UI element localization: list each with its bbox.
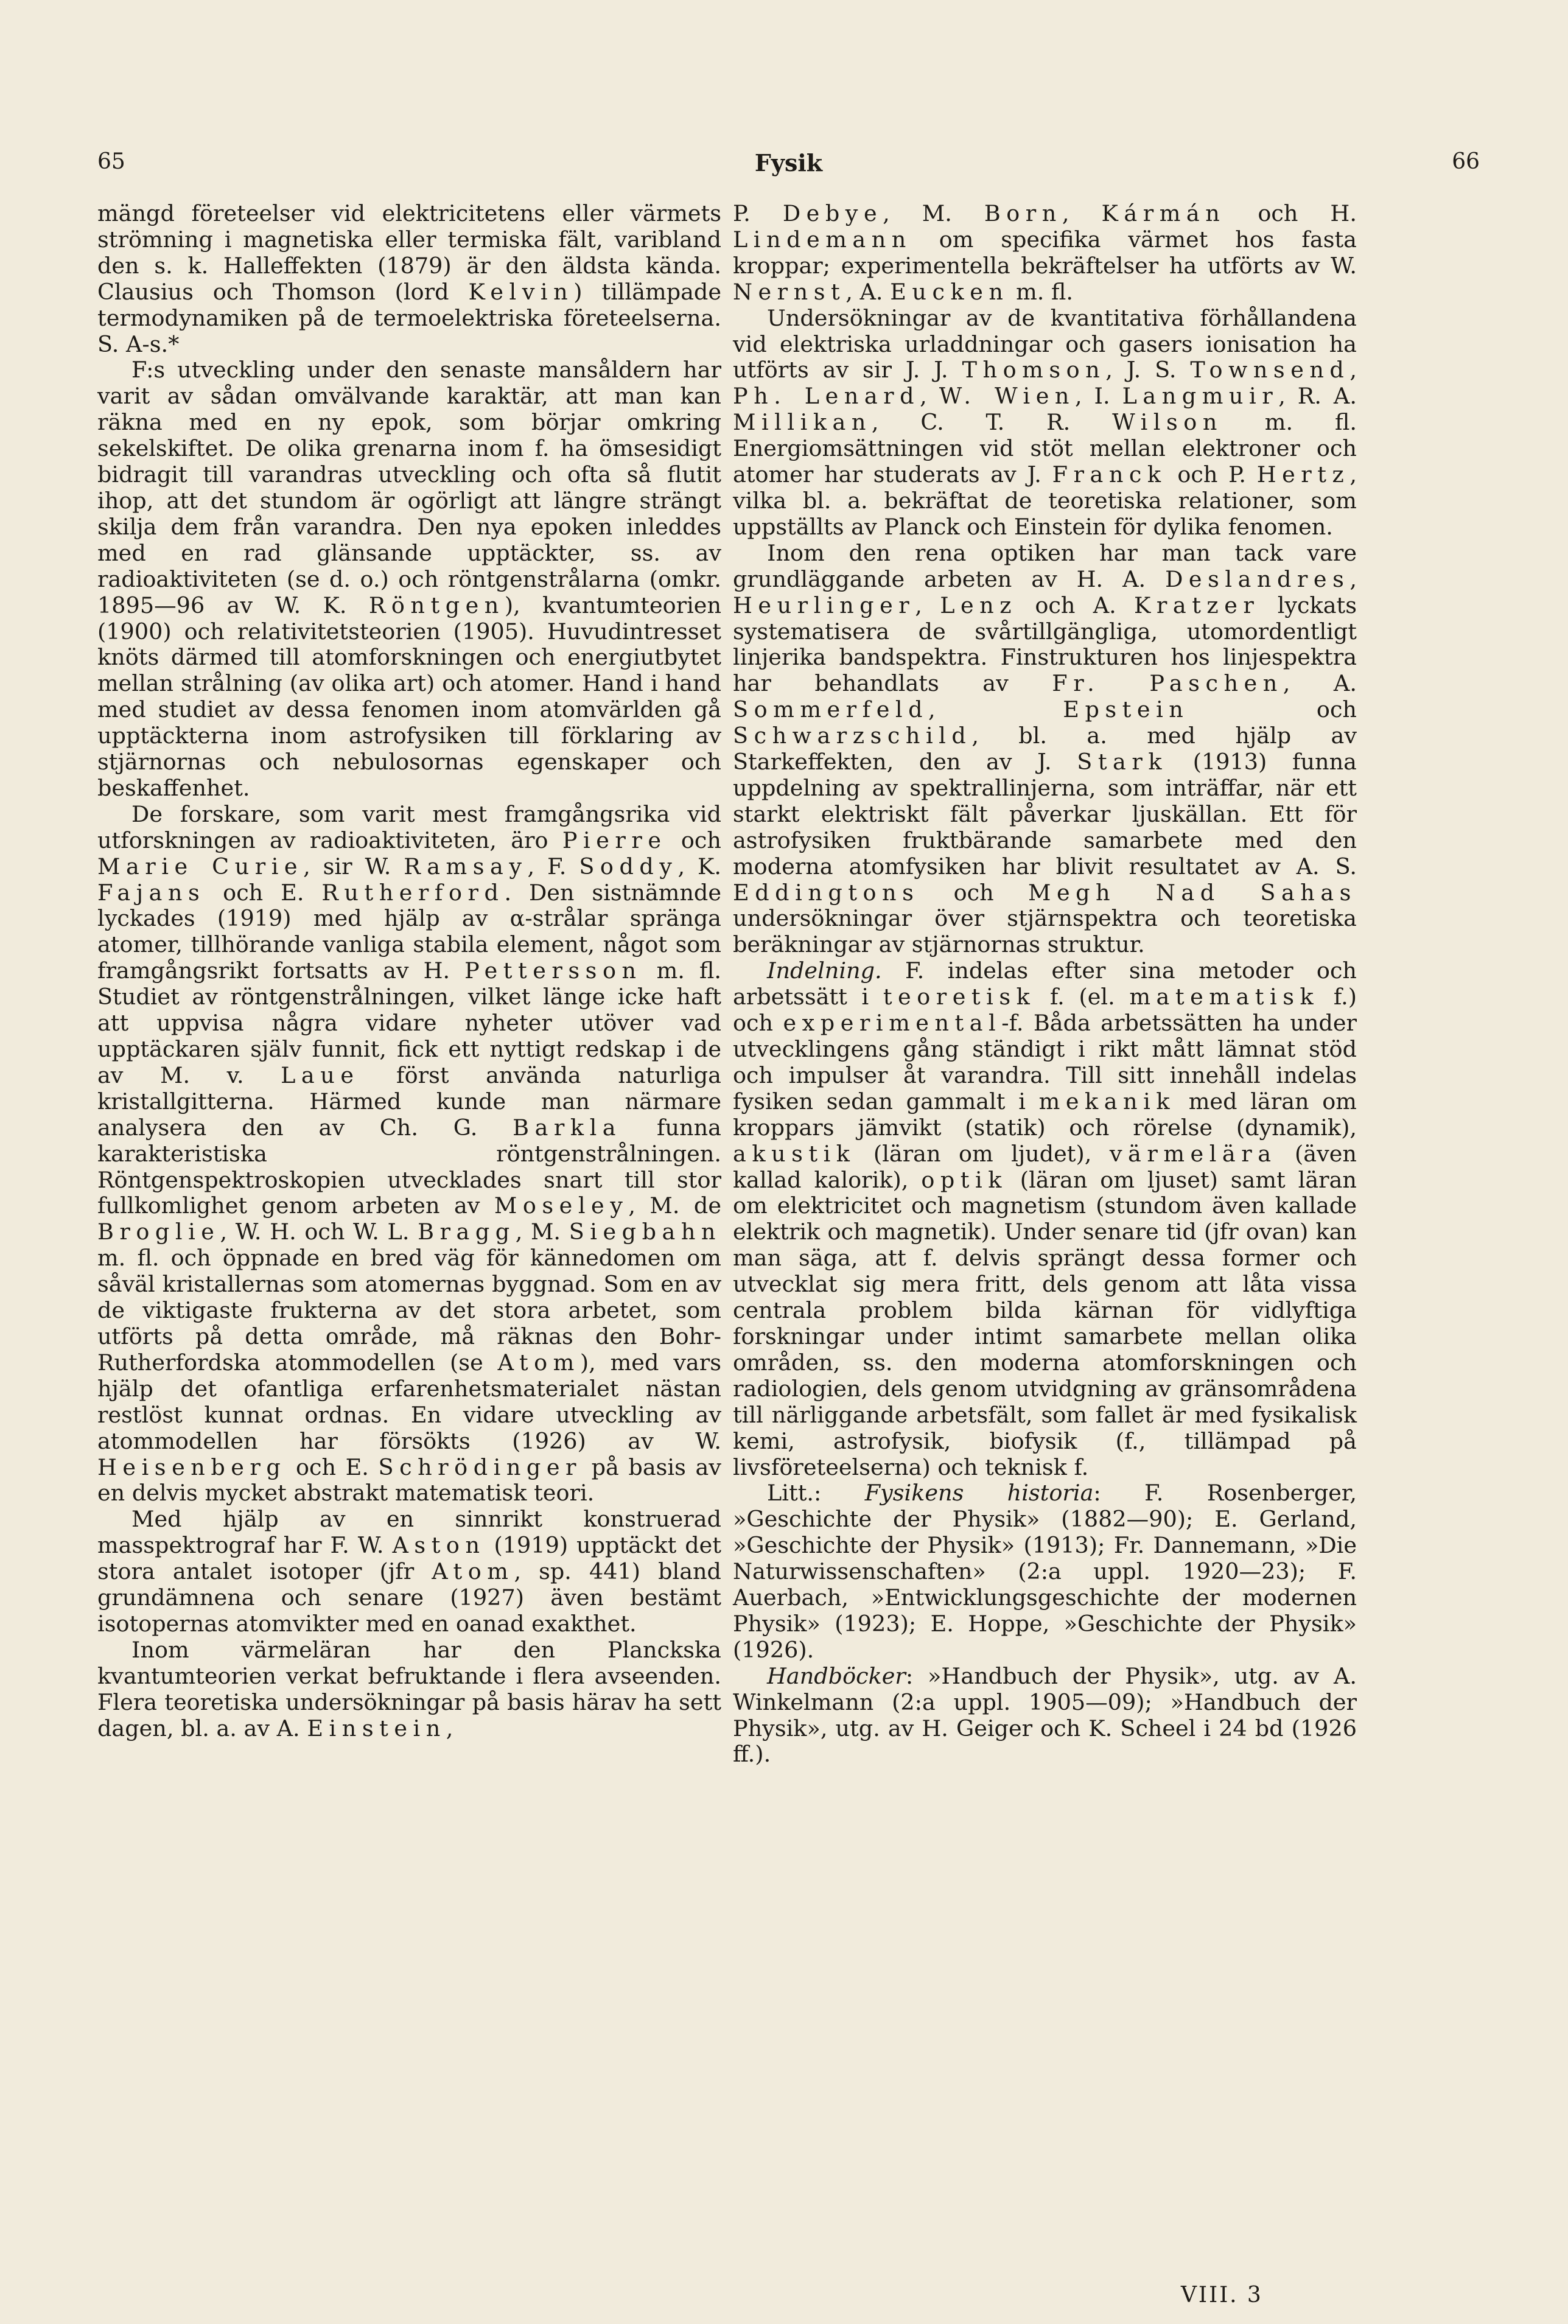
- paragraph: Handböcker: »Handbuch der Physik», utg. av A. Winkelmann (2:a uppl. 1905—09); »Handbuch der Physik», utg. av H. Geiger och K. Scheel i 24 bd (1926 ff.).: [733, 1662, 1357, 1768]
- running-title: Fysik: [754, 149, 823, 177]
- paragraph: Undersökningar av de kvantitativa förhållandena vid elektriska urladdningar och gasers ionisation ha utförts av sir J. J. Thomson, J. S. Townsend, Ph. Lenard, W. Wien, I. Langmuir, R. A. Millikan, C. T. R. Wilson m. fl. Energiomsättningen vid stöt mellan elektroner och atomer har studerats av J. Franck och P. Hertz, vilka bl. a. bekräftat de teoretiska relationer, som uppställts av Planck och Einstein för dylika fenomen.: [733, 304, 1357, 540]
- right-column: [733, 201, 1357, 1768]
- page-header: [97, 149, 1480, 192]
- paragraph: F:s utveckling under den senaste mansåldern har varit av sådan omvälvande karaktär, att man kan räkna med en ny epok, som börjar omkring sekelskiftet. De olika grenarna inom f. ha ömsesidigt bidragit till varandras utveckling och ofta så flutit ihop, att det stundom är ogörligt att längre strängt skilja dem från varandra. Den nya epoken inleddes med en rad glänsande upptäckter, ss. av radioaktiviteten (se d. o.) och röntgenstrålarna (omkr. 1895—96 av W. K. Röntgen), kvantumteorien (1900) och relativitetsteorien (1905). Huvudintresset knöts därmed till atomforskningen och energiutbytet mellan strålning (av olika art) och atomer. Hand i hand med studiet av dessa fenomen inom atomvärlden gå upptäckterna inom astrofysiken till förklaring av stjärnornas och nebulosornas egenskaper och beskaffenhet.: [97, 357, 721, 801]
- paragraph: P. Debye, M. Born, Kármán och H. Lindemann om specifika värmet hos fasta kroppar; experimentella bekräftelser ha utförts av W. Nernst, A. Eucken m. fl.: [733, 200, 1357, 305]
- paragraph: Litt.: Fysikens historia: F. Rosenberger, »Geschichte der Physik» (1882—90); E. Gerland, »Geschichte der Physik» (1913); Fr. Dannemann, »Die Naturwissenschaften» (2:a uppl. 1920—23); F. Auerbach, »Entwicklungsgeschichte der modernen Physik» (1923); E. Hoppe, »Geschichte der Physik» (1926).: [733, 1480, 1357, 1663]
- paragraph: Inom den rena optiken har man tack vare grundläggande arbeten av H. A. Deslandres, Heurlinger, Lenz och A. Kratzer lyckats systematisera de svårtillgängliga, utomordentligt linjerika bandspektra. Finstrukturen hos linjespektra har behandlats av Fr. Paschen, A. Sommerfeld, Epstein och Schwarzschild, bl. a. med hjälp av Starkeffekten, den av J. Stark (1913) funna uppdelning av spektrallinjerna, som inträffar, när ett starkt elektriskt fält påverkar ljuskällan. Ett för astrofysiken fruktbärande samarbete med den moderna atomfysiken har blivit resultatet av A. S. Eddingtons och Megh Nad Sahas undersökningar över stjärnspektra och teoretiska beräkningar av stjärnornas struktur.: [733, 539, 1357, 958]
- left-column: [97, 201, 721, 1741]
- paragraph: mängd företeelser vid elektricitetens eller värmets strömning i magnetiska eller termiska fält, varibland den s. k. Halleffekten (1879) är den äldsta kända. Clausius och Thomson (lord Kelvin) tillämpade termodynamiken på de termoelektriska företeelserna. S. A-s.*: [97, 200, 721, 357]
- page-number-left: 65: [97, 149, 125, 174]
- paragraph: De forskare, som varit mest framgångsrika vid utforskningen av radioaktiviteten, äro Pierre och Marie Curie, sir W. Ramsay, F. Soddy, K. Fajans och E. Rutherford. Den sistnämnde lyckades (1919) med hjälp av α-strålar spränga atomer, tillhörande vanliga stabila element, något som framgångsrikt fortsatts av H. Pettersson m. fl. Studiet av röntgenstrålningen, vilket länge icke haft att uppvisa några vidare nyheter utöver vad upptäckaren själv funnit, fick ett nyttigt redskap i de av M. v. Laue först använda naturliga kristallgitterna. Härmed kunde man närmare analysera den av Ch. G. Barkla funna karakteristiska röntgenstrålningen. Röntgenspektroskopien utvecklades snart till stor fullkomlighet genom arbeten av Moseley, M. de Broglie, W. H. och W. L. Bragg, M. Siegbahn m. fl. och öppnade en bred väg för kännedomen om såväl kristallernas som atomernas byggnad. Som en av de viktigaste frukterna av det stora arbetet, som utförts på detta område, må räknas den Bohr-Rutherfordska atommodellen (se Atom), med vars hjälp det ofantliga erfarenhetsmaterialet nästan restlöst kunnat ordnas. En vidare utveckling av atommodellen har försökts (1926) av W. Heisenberg och E. Schrödinger på basis av en delvis mycket abstrakt matematisk teori.: [97, 800, 721, 1507]
- page-number-right: 66: [1452, 149, 1480, 174]
- paragraph: Med hjälp av en sinnrikt konstruerad masspektrograf har F. W. Aston (1919) upptäckt det stora antalet isotoper (jfr Atom, sp. 441) bland grundämnena och senare (1927) även bestämt isotopernas atomvikter med en oanad exakthet.: [97, 1506, 721, 1637]
- paragraph: Inom värmeläran har den Planckska kvantumteorien verkat befruktande i flera avseenden. Flera teoretiska undersökningar på basis härav ha sett dagen, bl. a. av A. Einstein,: [97, 1636, 721, 1741]
- signature-mark: VIII. 3: [1181, 2283, 1263, 2308]
- paragraph: Indelning. F. indelas efter sina metoder och arbetssätt i teoretisk f. (el. matematisk f.) och experimental-f. Båda arbetssätten ha under utvecklingens gång ständigt i rikt mått lämnat stöd och impulser åt varandra. Till sitt innehåll indelas fysiken sedan gammalt i mekanik med läran om kroppars jämvikt (statik) och rörelse (dynamik), akustik (läran om ljudet), värmelära (även kallad kalorik), optik (läran om ljuset) samt läran om elektricitet och magnetism (stundom även kallade elektrik och magnetik). Under senare tid (jfr ovan) kan man säga, att f. delvis sprängt dessa former och utvecklat sig mera fritt, dels genom att låta vissa centrala problem bilda kärnan för vidlyftiga forskningar under intimt samarbete mellan olika områden, ss. den moderna atomforskningen och radiologien, dels genom utvidgning av gränsområdena till närliggande arbetsfält, som fallet är med fysikalisk kemi, astrofysik, biofysik (f., tillämpad på livsföreteelserna) och teknisk f.: [733, 957, 1357, 1480]
